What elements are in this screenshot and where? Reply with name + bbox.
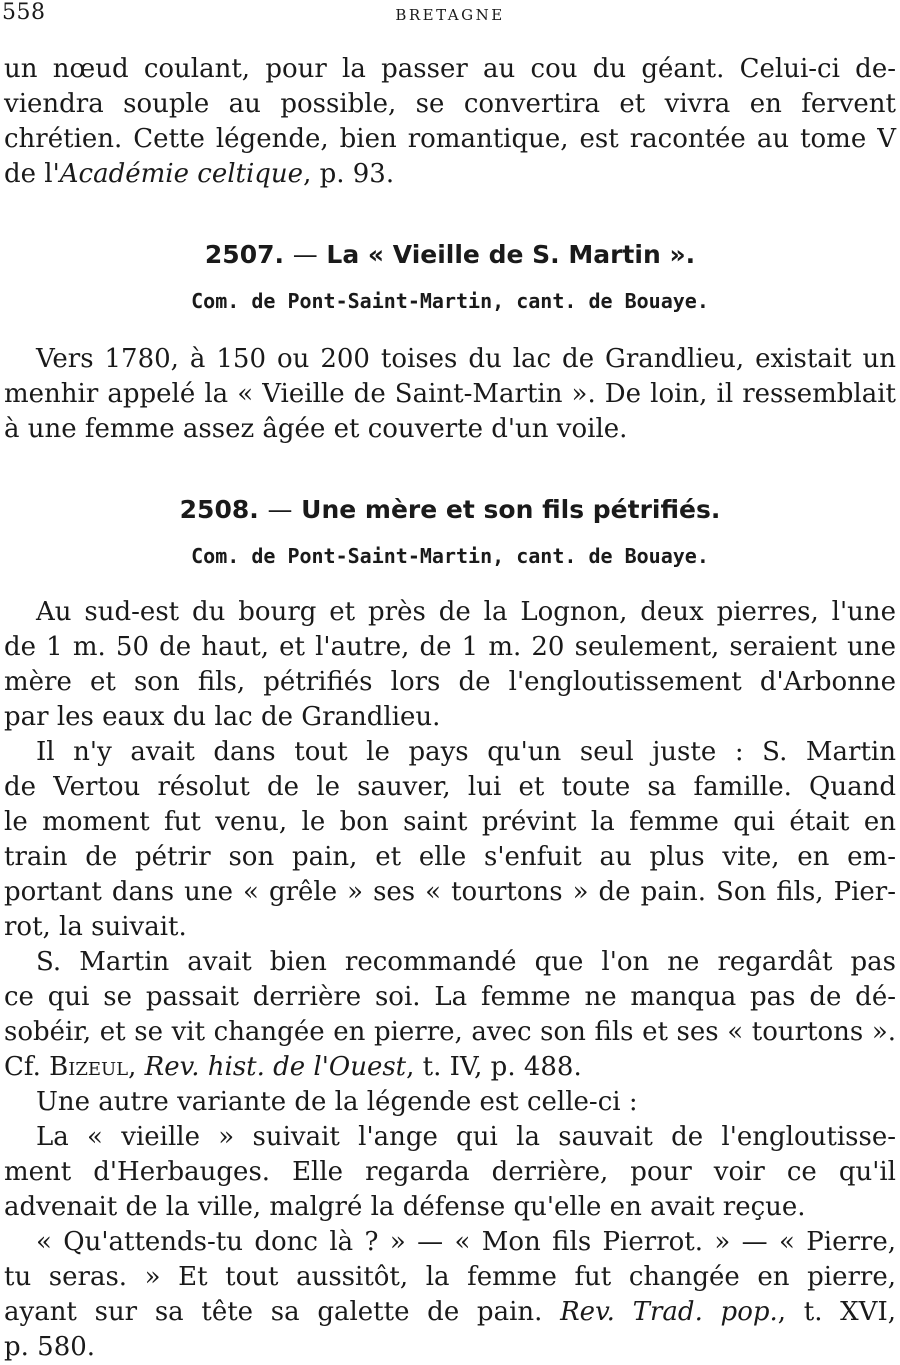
text-line: Vers 1780, à 150 ou 200 toises du lac de Grandlieu, existait un	[36, 344, 896, 374]
text-line: Une autre variante de la légende est celle-ci :	[36, 1087, 638, 1117]
italic-journal: Rev. hist. de l'Ouest	[144, 1052, 407, 1082]
text-line: à une femme assez âgée et couverte d'un voile.	[4, 414, 628, 444]
text-line: ce qui se passait derrière soi. La femme ne manqua pas de dé-	[4, 982, 896, 1012]
entry-title: Une mère et son fils pétrifiés.	[301, 495, 721, 524]
entry-2507-heading	[0, 240, 900, 269]
text-line: La « vieille » suivait l'ange qui la sauvait de l'engloutisse-	[36, 1122, 896, 1152]
text-line: Au sud-est du bourg et près de la Lognon, deux pierres, l'une	[36, 597, 896, 627]
entry-2508-location: Com. de Pont-Saint-Martin, cant. de Bouaye.	[191, 544, 709, 568]
italic-journal: Rev. Trad. pop.	[560, 1297, 778, 1327]
text-line: le moment fut venu, le bon saint prévint la femme qui était en	[4, 807, 896, 837]
em-dash: —	[267, 495, 293, 524]
text-line: portant dans une « grêle » ses « tourtons » de pain. Son fils, Pier-	[4, 877, 896, 907]
entry-number: 2508.	[179, 495, 259, 524]
text-line: par les eaux du lac de Grandlieu.	[4, 702, 441, 732]
text-line: « Qu'attends-tu donc là ? » — « Mon fils Pierrot. » — « Pierre,	[36, 1227, 896, 1257]
page-number: 558	[2, 0, 46, 25]
text-line: train de pétrir son pain, et elle s'enfuit au plus vite, en em-	[4, 842, 896, 872]
entry-2508-body	[4, 595, 896, 1365]
text-line: menhir appelé la « Vieille de Saint-Martin ». De loin, il ressemblait	[4, 379, 896, 409]
text-line: viendra souple au possible, se convertira et vivra en fervent	[4, 89, 896, 119]
text-line: rot, la suivait.	[4, 912, 187, 942]
intro-paragraph	[4, 52, 896, 192]
em-dash: —	[292, 240, 318, 269]
italic-title: Académie celtique	[59, 159, 304, 189]
entry-2507-location: Com. de Pont-Saint-Martin, cant. de Bouaye.	[191, 289, 709, 313]
citation-line: Cf. Bizeul, Rev. hist. de l'Ouest, t. IV, p. 488.	[4, 1052, 582, 1082]
entry-number: 2507.	[204, 240, 284, 269]
running-head	[0, 0, 900, 30]
text-line: chrétien. Cette légende, bien romantique, est racontée au tome V	[4, 124, 896, 154]
entry-2508-heading	[0, 495, 900, 524]
text-line: un nœud coulant, pour la passer au cou du géant. Celui-ci de-	[4, 54, 896, 84]
text-line: de l'Académie celtique, p. 93.	[4, 159, 395, 189]
text-line: sobéir, et se vit changée en pierre, avec son fils et ses « tourtons ».	[4, 1017, 896, 1047]
text-line: S. Martin avait bien recommandé que l'on ne regardât pas	[36, 947, 896, 977]
entry-title: La « Vieille de S. Martin ».	[326, 240, 696, 269]
text-line: mère et son fils, pétrifiés lors de l'engloutissement d'Arbonne	[4, 667, 896, 697]
running-title: BRETAGNE	[395, 6, 505, 24]
entry-2507-paragraph	[4, 342, 896, 447]
text-line: p. 580.	[4, 1332, 96, 1362]
author-name: Bizeul	[49, 1052, 129, 1082]
citation-line: ayant sur sa tête sa galette de pain. Rev. Trad. pop., t. XVI,	[4, 1297, 896, 1327]
text-line: ment d'Herbauges. Elle regarda derrière, pour voir ce qu'il	[4, 1157, 896, 1187]
text-line: Il n'y avait dans tout le pays qu'un seul juste : S. Martin	[36, 737, 896, 767]
text-line: de Vertou résolut de le sauver, lui et toute sa famille. Quand	[4, 772, 896, 802]
text-line: tu seras. » Et tout aussitôt, la femme fut changée en pierre,	[4, 1262, 896, 1292]
text-line: de 1 m. 50 de haut, et l'autre, de 1 m. 20 seulement, seraient une	[4, 632, 896, 662]
text-line: advenait de la ville, malgré la défense qu'elle en avait reçue.	[4, 1192, 806, 1222]
